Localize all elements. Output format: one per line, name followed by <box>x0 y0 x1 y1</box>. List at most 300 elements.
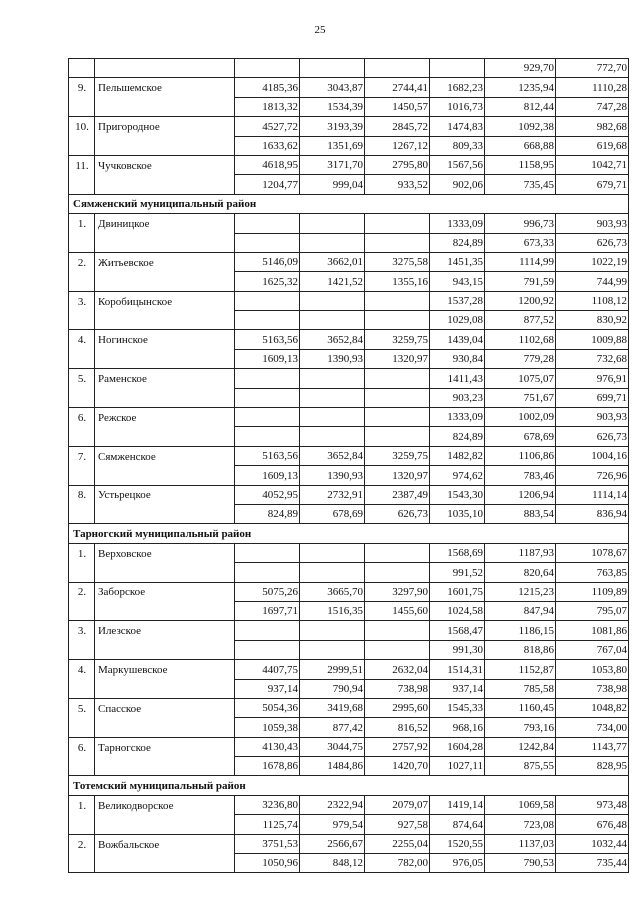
row-index-cell <box>69 175 95 194</box>
value-cell: 5075,26 <box>235 582 300 601</box>
value-cell: 747,28 <box>556 97 629 116</box>
row-index-cell <box>69 427 95 446</box>
value-cell: 874,64 <box>430 815 485 834</box>
row-index-cell <box>69 349 95 368</box>
value-cell: 732,68 <box>556 349 629 368</box>
value-cell <box>365 388 430 407</box>
value-cell: 619,68 <box>556 136 629 155</box>
value-cell <box>235 311 300 330</box>
settlement-name-cell: Илезское <box>95 621 235 640</box>
value-cell: 1158,95 <box>485 155 556 174</box>
settlement-name-cell: Чучковское <box>95 155 235 174</box>
value-cell: 1075,07 <box>485 369 556 388</box>
table-row <box>69 795 629 814</box>
value-cell: 3662,01 <box>300 252 365 271</box>
value-cell: 763,85 <box>556 563 629 582</box>
row-index-cell: 5. <box>69 698 95 717</box>
row-index-cell: 2. <box>69 252 95 271</box>
value-cell: 2995,60 <box>365 698 430 717</box>
value-cell: 991,52 <box>430 563 485 582</box>
value-cell: 779,28 <box>485 349 556 368</box>
value-cell: 973,48 <box>556 795 629 814</box>
value-cell: 1514,31 <box>430 660 485 679</box>
value-cell <box>300 640 365 659</box>
value-cell: 1050,96 <box>235 854 300 873</box>
settlement-name-cell: Тарногское <box>95 737 235 756</box>
value-cell: 5163,56 <box>235 446 300 465</box>
value-cell: 1267,12 <box>365 136 430 155</box>
value-cell: 2999,51 <box>300 660 365 679</box>
value-cell: 4185,36 <box>235 78 300 97</box>
value-cell: 676,48 <box>556 815 629 834</box>
value-cell: 626,73 <box>556 233 629 252</box>
value-cell: 1484,86 <box>300 757 365 776</box>
value-cell: 1108,12 <box>556 291 629 310</box>
value-cell: 1609,13 <box>235 349 300 368</box>
value-cell <box>300 388 365 407</box>
value-cell: 1235,94 <box>485 78 556 97</box>
row-index-cell <box>69 563 95 582</box>
row-index-cell: 2. <box>69 834 95 853</box>
value-cell: 816,52 <box>365 718 430 737</box>
page-number: 25 <box>314 24 326 36</box>
value-cell: 3236,80 <box>235 795 300 814</box>
settlement-name-cell <box>95 175 235 194</box>
settlement-name-cell: Коробицынское <box>95 291 235 310</box>
value-cell <box>235 59 300 78</box>
value-cell: 1609,13 <box>235 466 300 485</box>
value-cell: 883,54 <box>485 504 556 523</box>
value-cell: 824,89 <box>430 233 485 252</box>
value-cell <box>365 311 430 330</box>
value-cell <box>300 563 365 582</box>
table-row <box>69 330 629 349</box>
value-cell: 902,06 <box>430 175 485 194</box>
value-cell <box>365 233 430 252</box>
table-row <box>69 59 629 78</box>
value-cell: 830,92 <box>556 311 629 330</box>
settlement-name-cell: Двиницкое <box>95 214 235 233</box>
value-cell <box>235 214 300 233</box>
value-cell: 2795,80 <box>365 155 430 174</box>
row-index-cell <box>69 640 95 659</box>
value-cell: 4052,95 <box>235 485 300 504</box>
district-header-row <box>69 776 629 795</box>
settlement-name-cell: Пригородное <box>95 117 235 136</box>
settlement-name-cell <box>95 504 235 523</box>
value-cell: 1022,19 <box>556 252 629 271</box>
value-cell: 2757,92 <box>365 737 430 756</box>
value-cell: 1545,33 <box>430 698 485 717</box>
row-index-cell: 6. <box>69 408 95 427</box>
value-cell: 930,84 <box>430 349 485 368</box>
value-cell: 3043,87 <box>300 78 365 97</box>
settlement-name-cell <box>95 272 235 291</box>
value-cell: 3652,84 <box>300 446 365 465</box>
table-row <box>69 214 629 233</box>
value-cell <box>300 427 365 446</box>
value-cell: 999,04 <box>300 175 365 194</box>
value-cell: 673,33 <box>485 233 556 252</box>
table-row <box>69 815 629 834</box>
value-cell: 668,88 <box>485 136 556 155</box>
settlement-name-cell: Верховское <box>95 543 235 562</box>
value-cell: 679,71 <box>556 175 629 194</box>
value-cell: 875,55 <box>485 757 556 776</box>
value-cell: 791,59 <box>485 272 556 291</box>
value-cell: 790,53 <box>485 854 556 873</box>
settlement-name-cell <box>95 563 235 582</box>
table-row <box>69 718 629 737</box>
table-row <box>69 136 629 155</box>
settlement-name-cell: Спасское <box>95 698 235 717</box>
table-body <box>69 59 629 873</box>
value-cell: 3419,68 <box>300 698 365 717</box>
value-cell <box>365 59 430 78</box>
settlement-name-cell: Великодворское <box>95 795 235 814</box>
tariff-table <box>68 58 629 873</box>
settlement-name-cell <box>95 854 235 873</box>
value-cell: 1537,28 <box>430 291 485 310</box>
row-index-cell <box>69 601 95 620</box>
value-cell <box>235 291 300 310</box>
value-cell: 1114,99 <box>485 252 556 271</box>
value-cell: 812,44 <box>485 97 556 116</box>
value-cell: 2079,07 <box>365 795 430 814</box>
value-cell: 5054,36 <box>235 698 300 717</box>
value-cell: 738,98 <box>556 679 629 698</box>
value-cell <box>430 59 485 78</box>
value-cell: 1200,92 <box>485 291 556 310</box>
value-cell: 3297,90 <box>365 582 430 601</box>
table-row <box>69 155 629 174</box>
value-cell <box>300 233 365 252</box>
value-cell: 735,44 <box>556 854 629 873</box>
value-cell: 1482,82 <box>430 446 485 465</box>
table-row <box>69 757 629 776</box>
value-cell: 734,00 <box>556 718 629 737</box>
row-index-cell: 1. <box>69 543 95 562</box>
value-cell <box>365 369 430 388</box>
value-cell: 1333,09 <box>430 408 485 427</box>
value-cell: 3665,70 <box>300 582 365 601</box>
settlement-name-cell <box>95 349 235 368</box>
row-index-cell: 11. <box>69 155 95 174</box>
value-cell: 836,94 <box>556 504 629 523</box>
value-cell: 1543,30 <box>430 485 485 504</box>
value-cell: 1186,15 <box>485 621 556 640</box>
value-cell: 1355,16 <box>365 272 430 291</box>
value-cell: 996,73 <box>485 214 556 233</box>
row-index-cell <box>69 504 95 523</box>
value-cell: 1604,28 <box>430 737 485 756</box>
value-cell <box>365 640 430 659</box>
value-cell: 1002,09 <box>485 408 556 427</box>
value-cell: 678,69 <box>300 504 365 523</box>
value-cell: 1813,32 <box>235 97 300 116</box>
value-cell: 1042,71 <box>556 155 629 174</box>
value-cell <box>365 427 430 446</box>
district-header-row <box>69 524 629 543</box>
value-cell: 4130,43 <box>235 737 300 756</box>
row-index-cell: 2. <box>69 582 95 601</box>
value-cell: 1450,57 <box>365 97 430 116</box>
value-cell: 1474,83 <box>430 117 485 136</box>
table-row <box>69 698 629 717</box>
table-row <box>69 834 629 853</box>
value-cell: 903,93 <box>556 214 629 233</box>
table-row <box>69 388 629 407</box>
value-cell: 809,33 <box>430 136 485 155</box>
row-index-cell <box>69 718 95 737</box>
table-row <box>69 563 629 582</box>
table-row <box>69 175 629 194</box>
value-cell: 1114,14 <box>556 485 629 504</box>
value-cell <box>300 291 365 310</box>
table-row <box>69 466 629 485</box>
value-cell: 1032,44 <box>556 834 629 853</box>
settlement-name-cell: Пельшемское <box>95 78 235 97</box>
value-cell: 974,62 <box>430 466 485 485</box>
table-row <box>69 854 629 873</box>
value-cell: 790,94 <box>300 679 365 698</box>
value-cell: 678,69 <box>485 427 556 446</box>
row-index-cell: 8. <box>69 485 95 504</box>
settlement-name-cell <box>95 59 235 78</box>
value-cell: 1102,68 <box>485 330 556 349</box>
settlement-name-cell: Ногинское <box>95 330 235 349</box>
value-cell: 626,73 <box>556 427 629 446</box>
value-cell: 751,67 <box>485 388 556 407</box>
value-cell: 699,71 <box>556 388 629 407</box>
district-header-row <box>69 194 629 213</box>
value-cell <box>365 408 430 427</box>
table-row <box>69 78 629 97</box>
value-cell <box>300 311 365 330</box>
settlement-name-cell: Маркушевское <box>95 660 235 679</box>
value-cell: 824,89 <box>430 427 485 446</box>
settlement-name-cell: Заборское <box>95 582 235 601</box>
row-index-cell <box>69 757 95 776</box>
table-row <box>69 601 629 620</box>
table-row <box>69 679 629 698</box>
value-cell: 1516,35 <box>300 601 365 620</box>
value-cell: 877,42 <box>300 718 365 737</box>
value-cell: 1411,43 <box>430 369 485 388</box>
value-cell <box>235 408 300 427</box>
value-cell <box>235 621 300 640</box>
row-index-cell: 9. <box>69 78 95 97</box>
row-index-cell <box>69 97 95 116</box>
value-cell: 3044,75 <box>300 737 365 756</box>
value-cell <box>235 388 300 407</box>
row-index-cell <box>69 815 95 834</box>
settlement-name-cell <box>95 311 235 330</box>
value-cell: 2632,04 <box>365 660 430 679</box>
value-cell: 726,96 <box>556 466 629 485</box>
value-cell: 1625,32 <box>235 272 300 291</box>
value-cell: 1215,23 <box>485 582 556 601</box>
value-cell: 1016,73 <box>430 97 485 116</box>
value-cell: 772,70 <box>556 59 629 78</box>
value-cell: 1143,77 <box>556 737 629 756</box>
settlement-name-cell <box>95 718 235 737</box>
table-row <box>69 369 629 388</box>
settlement-name-cell: Житьевское <box>95 252 235 271</box>
value-cell <box>235 640 300 659</box>
value-cell: 933,52 <box>365 175 430 194</box>
value-cell: 1152,87 <box>485 660 556 679</box>
value-cell <box>235 233 300 252</box>
value-cell: 767,04 <box>556 640 629 659</box>
row-index-cell <box>69 233 95 252</box>
value-cell: 1455,60 <box>365 601 430 620</box>
value-cell: 1682,23 <box>430 78 485 97</box>
value-cell: 2732,91 <box>300 485 365 504</box>
row-index-cell: 7. <box>69 446 95 465</box>
value-cell <box>365 214 430 233</box>
value-cell: 848,12 <box>300 854 365 873</box>
value-cell <box>235 369 300 388</box>
value-cell: 927,58 <box>365 815 430 834</box>
value-cell: 2744,41 <box>365 78 430 97</box>
table-row <box>69 233 629 252</box>
table-row <box>69 427 629 446</box>
table-row <box>69 446 629 465</box>
value-cell: 1187,93 <box>485 543 556 562</box>
row-index-cell: 1. <box>69 214 95 233</box>
value-cell: 1520,55 <box>430 834 485 853</box>
value-cell: 968,16 <box>430 718 485 737</box>
value-cell: 828,95 <box>556 757 629 776</box>
value-cell: 937,14 <box>235 679 300 698</box>
table-row <box>69 117 629 136</box>
value-cell: 4407,75 <box>235 660 300 679</box>
value-cell: 2845,72 <box>365 117 430 136</box>
value-cell: 1048,82 <box>556 698 629 717</box>
value-cell: 1568,47 <box>430 621 485 640</box>
value-cell: 3751,53 <box>235 834 300 853</box>
table-row <box>69 543 629 562</box>
value-cell: 1333,09 <box>430 214 485 233</box>
value-cell <box>300 59 365 78</box>
row-index-cell: 4. <box>69 330 95 349</box>
settlement-name-cell: Сямженское <box>95 446 235 465</box>
settlement-name-cell <box>95 640 235 659</box>
row-index-cell: 3. <box>69 291 95 310</box>
value-cell: 1059,38 <box>235 718 300 737</box>
table-row <box>69 408 629 427</box>
table-row <box>69 311 629 330</box>
value-cell: 1160,45 <box>485 698 556 717</box>
settlement-name-cell <box>95 815 235 834</box>
table-row <box>69 660 629 679</box>
value-cell: 1568,69 <box>430 543 485 562</box>
row-index-cell <box>69 466 95 485</box>
value-cell: 2387,49 <box>365 485 430 504</box>
value-cell: 1081,86 <box>556 621 629 640</box>
value-cell: 1697,71 <box>235 601 300 620</box>
settlement-name-cell <box>95 427 235 446</box>
value-cell <box>235 543 300 562</box>
row-index-cell <box>69 388 95 407</box>
table-row <box>69 737 629 756</box>
row-index-cell <box>69 272 95 291</box>
value-cell: 1029,08 <box>430 311 485 330</box>
value-cell: 1421,52 <box>300 272 365 291</box>
value-cell: 929,70 <box>485 59 556 78</box>
settlement-name-cell <box>95 136 235 155</box>
value-cell: 976,05 <box>430 854 485 873</box>
value-cell <box>365 543 430 562</box>
value-cell: 1053,80 <box>556 660 629 679</box>
value-cell: 1351,69 <box>300 136 365 155</box>
row-index-cell: 5. <box>69 369 95 388</box>
value-cell: 1106,86 <box>485 446 556 465</box>
value-cell: 1204,77 <box>235 175 300 194</box>
value-cell: 3275,58 <box>365 252 430 271</box>
row-index-cell: 4. <box>69 660 95 679</box>
value-cell: 1320,97 <box>365 349 430 368</box>
value-cell: 3171,70 <box>300 155 365 174</box>
value-cell: 793,16 <box>485 718 556 737</box>
table-row <box>69 640 629 659</box>
value-cell: 877,52 <box>485 311 556 330</box>
value-cell <box>365 563 430 582</box>
value-cell: 1035,10 <box>430 504 485 523</box>
value-cell: 1024,58 <box>430 601 485 620</box>
value-cell <box>300 543 365 562</box>
value-cell: 3652,84 <box>300 330 365 349</box>
value-cell: 1419,14 <box>430 795 485 814</box>
value-cell: 2566,67 <box>300 834 365 853</box>
value-cell: 4527,72 <box>235 117 300 136</box>
value-cell: 903,93 <box>556 408 629 427</box>
value-cell <box>235 427 300 446</box>
settlement-name-cell <box>95 757 235 776</box>
settlement-name-cell: Режское <box>95 408 235 427</box>
settlement-name-cell <box>95 388 235 407</box>
value-cell: 723,08 <box>485 815 556 834</box>
value-cell: 3193,39 <box>300 117 365 136</box>
row-index-cell <box>69 311 95 330</box>
value-cell: 1125,74 <box>235 815 300 834</box>
table-row <box>69 252 629 271</box>
value-cell <box>300 369 365 388</box>
value-cell: 3259,75 <box>365 446 430 465</box>
value-cell: 824,89 <box>235 504 300 523</box>
value-cell <box>300 408 365 427</box>
value-cell <box>365 291 430 310</box>
settlement-name-cell <box>95 233 235 252</box>
row-index-cell: 1. <box>69 795 95 814</box>
value-cell: 735,45 <box>485 175 556 194</box>
row-index-cell <box>69 59 95 78</box>
table-row <box>69 582 629 601</box>
settlement-name-cell <box>95 601 235 620</box>
district-name: Тотемский муниципальный район <box>69 776 629 795</box>
value-cell: 4618,95 <box>235 155 300 174</box>
value-cell: 1534,39 <box>300 97 365 116</box>
value-cell: 903,23 <box>430 388 485 407</box>
settlement-name-cell: Вожбальское <box>95 834 235 853</box>
table-row <box>69 504 629 523</box>
value-cell: 785,58 <box>485 679 556 698</box>
value-cell: 976,91 <box>556 369 629 388</box>
settlement-name-cell: Раменское <box>95 369 235 388</box>
row-index-cell: 6. <box>69 737 95 756</box>
value-cell: 626,73 <box>365 504 430 523</box>
